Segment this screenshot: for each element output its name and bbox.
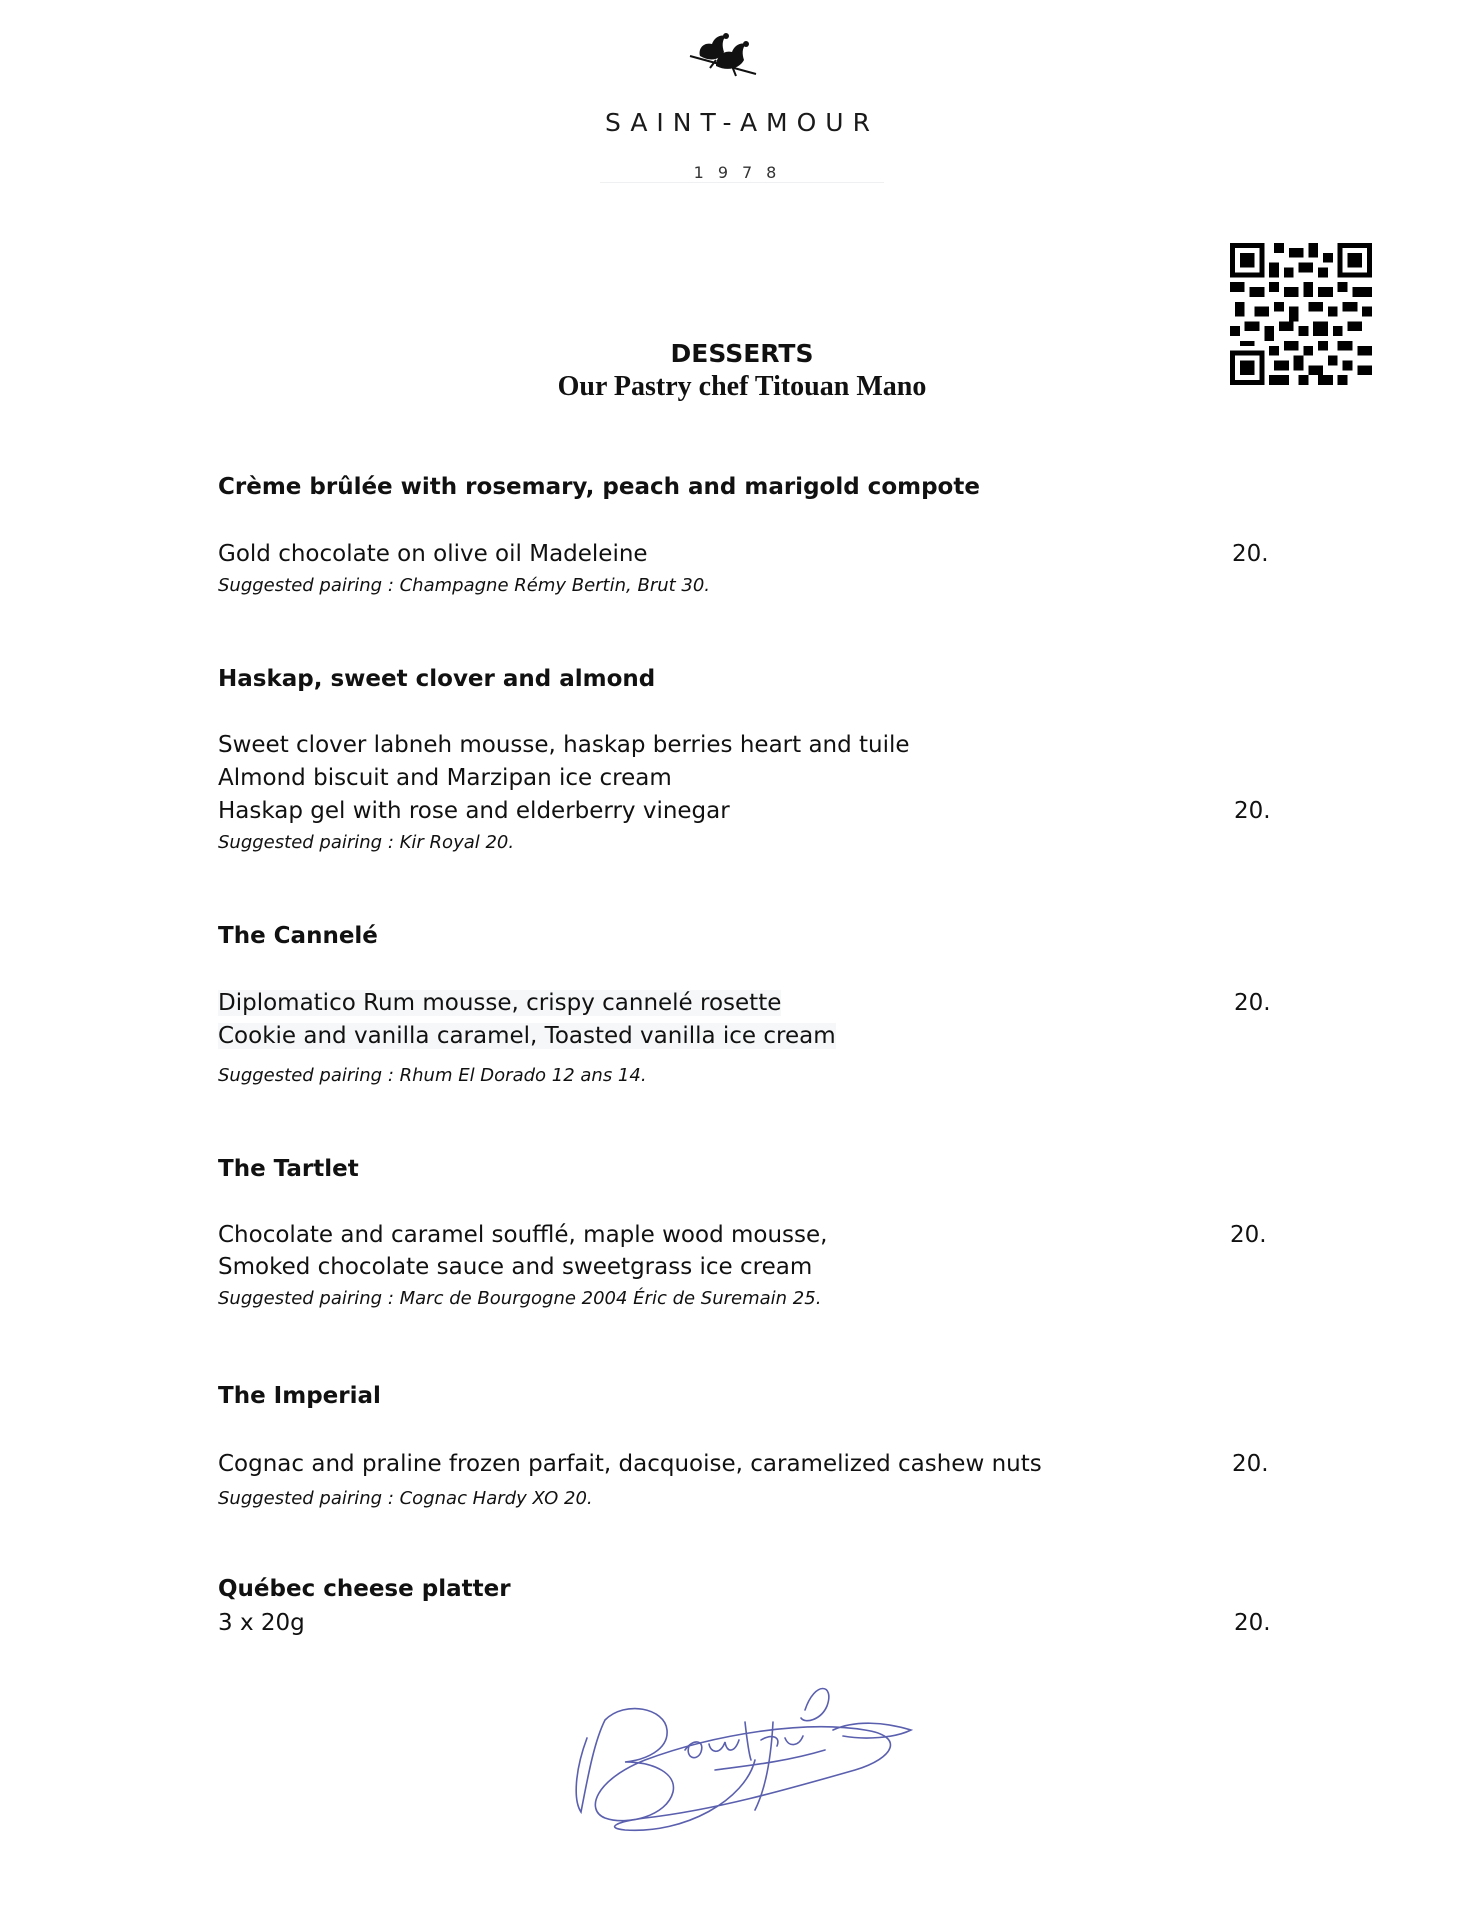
dessert-price: 20. xyxy=(1230,1222,1267,1248)
suggested-pairing: Suggested pairing : Marc de Bourgogne 2004 Éric de Suremain 25. xyxy=(218,1288,822,1309)
dessert-name: The Imperial xyxy=(218,1383,381,1409)
dessert-description: Gold chocolate on olive oil Madeleine xyxy=(218,541,648,567)
menu-title: DESSERTS xyxy=(670,339,814,368)
dessert-description: Cookie and vanilla caramel, Toasted vanilla ice cream xyxy=(218,1023,836,1049)
dessert-price: 20. xyxy=(1234,798,1271,824)
dessert-name: The Cannelé xyxy=(218,923,378,949)
dessert-price: 20. xyxy=(1234,1610,1271,1636)
dessert-description: Almond biscuit and Marzipan ice cream xyxy=(218,765,672,791)
brand-year: 1978 xyxy=(693,163,791,182)
dessert-description: Haskap gel with rose and elderberry vinegar xyxy=(218,798,730,824)
brand-name: SAINT-AMOUR xyxy=(605,108,879,137)
dessert-description: Diplomatico Rum mousse, crispy cannelé rosette xyxy=(218,990,782,1016)
dessert-description: Chocolate and caramel soufflé, maple wood mousse, xyxy=(218,1222,828,1248)
header-divider xyxy=(600,182,884,183)
suggested-pairing: Suggested pairing : Champagne Rémy Bertin, Brut 30. xyxy=(218,575,711,596)
dessert-price: 20. xyxy=(1234,990,1271,1016)
dessert-price: 20. xyxy=(1232,1451,1269,1477)
dessert-description: Smoked chocolate sauce and sweetgrass ice cream xyxy=(218,1254,813,1280)
suggested-pairing: Suggested pairing : Kir Royal 20. xyxy=(218,832,515,853)
dessert-price: 20. xyxy=(1232,541,1269,567)
two-birds-on-branch-icon xyxy=(686,22,766,90)
dessert-description: Cognac and praline frozen parfait, dacquoise, caramelized cashew nuts xyxy=(218,1451,1042,1477)
dessert-name: The Tartlet xyxy=(218,1156,359,1182)
suggested-pairing: Suggested pairing : Rhum El Dorado 12 ans 14. xyxy=(218,1065,647,1086)
suggested-pairing: Suggested pairing : Cognac Hardy XO 20. xyxy=(218,1488,593,1509)
handwritten-signature-icon xyxy=(565,1650,945,1840)
dessert-name: Haskap, sweet clover and almond xyxy=(218,666,656,692)
dessert-name: Crème brûlée with rosemary, peach and marigold compote xyxy=(218,474,980,500)
dessert-description: 3 x 20g xyxy=(218,1610,305,1636)
menu-subtitle: Our Pastry chef Titouan Mano xyxy=(557,371,927,402)
dessert-name: Québec cheese platter xyxy=(218,1576,511,1602)
dessert-description: Sweet clover labneh mousse, haskap berries heart and tuile xyxy=(218,732,910,758)
